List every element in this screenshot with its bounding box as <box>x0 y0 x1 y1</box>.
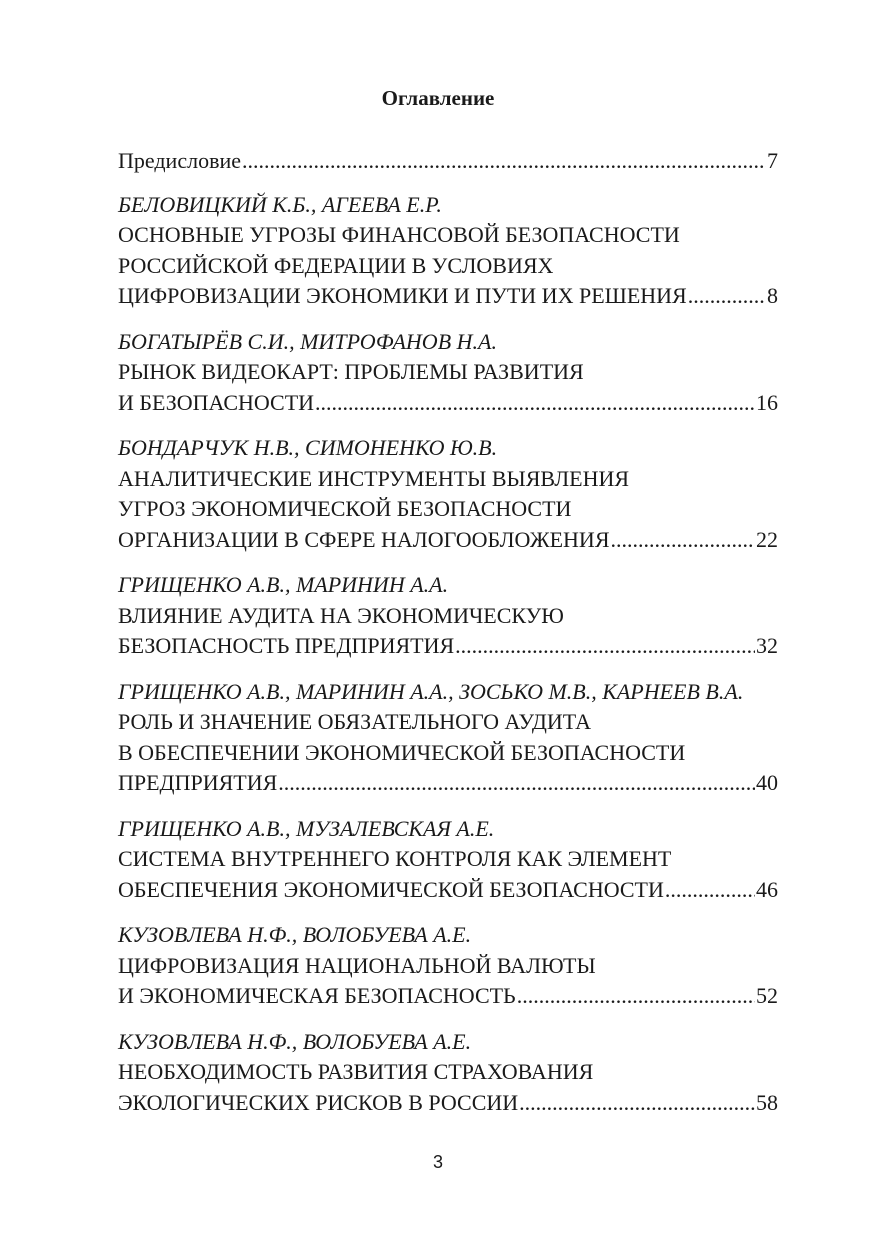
dot-leader <box>517 981 755 1012</box>
toc-entry-title-line: БЕЗОПАСНОСТЬ ПРЕДПРИЯТИЯ <box>118 633 455 658</box>
toc-entry-title-line: И ЭКОНОМИЧЕСКАЯ БЕЗОПАСНОСТЬ <box>118 983 516 1008</box>
toc-entry-last-line <box>118 1088 778 1119</box>
toc-entry[interactable] <box>118 920 778 1012</box>
toc-page-number: 58 <box>756 1089 778 1115</box>
toc-entry[interactable] <box>118 570 778 662</box>
toc-entry-last-line <box>118 768 778 799</box>
toc-entry-authors: ГРИЩЕНКО А.В., МУЗАЛЕВСКАЯ А.Е. <box>118 815 495 841</box>
page-number: 3 <box>432 1152 443 1172</box>
toc-entry-authors: КУЗОВЛЕВА Н.Ф., ВОЛОБУЕВА А.Е. <box>118 922 472 947</box>
table-of-contents <box>118 146 778 1133</box>
toc-page-number: 32 <box>756 633 778 658</box>
toc-page-number: 46 <box>756 876 778 902</box>
page-title: Оглавление <box>381 86 495 110</box>
toc-entries <box>118 190 778 1119</box>
toc-entry-title-line: ЦИФРОВИЗАЦИЯ НАЦИОНАЛЬНОЙ ВАЛЮТЫ <box>118 952 596 978</box>
toc-entry-last-line <box>118 981 778 1012</box>
toc-entry[interactable] <box>118 1027 778 1119</box>
dot-leader <box>665 875 755 906</box>
toc-page-number: 8 <box>767 283 778 308</box>
toc-preface[interactable] <box>118 146 778 177</box>
toc-entry-title-line: АНАЛИТИЧЕСКИЕ ИНСТРУМЕНТЫ ВЫЯВЛЕНИЯ <box>118 465 630 491</box>
toc-entry-title-line: ОБЕСПЕЧЕНИЯ ЭКОНОМИЧЕСКОЙ БЕЗОПАСНОСТИ <box>118 876 664 902</box>
toc-entry-title-line: РОЛЬ И ЗНАЧЕНИЕ ОБЯЗАТЕЛЬНОГО АУДИТА <box>118 709 591 734</box>
toc-entry-title-line: ПРЕДПРИЯТИЯ <box>118 770 278 795</box>
toc-entry[interactable] <box>118 327 778 419</box>
toc-entry-last-line <box>118 388 778 419</box>
toc-entry-title-line: СИСТЕМА ВНУТРЕННЕГО КОНТРОЛЯ КАК ЭЛЕМЕНТ <box>118 846 672 871</box>
toc-entry[interactable] <box>118 677 778 799</box>
dot-leader <box>688 281 766 312</box>
dot-leader <box>519 1088 755 1119</box>
toc-page-number: 22 <box>756 526 778 552</box>
toc-entry-last-line <box>118 281 778 312</box>
toc-entry-title-line: РЫНОК ВИДЕОКАРТ: ПРОБЛЕМЫ РАЗВИТИЯ <box>118 359 584 384</box>
toc-entry-authors: БОГАТЫРЁВ С.И., МИТРОФАНОВ Н.А. <box>118 328 497 354</box>
toc-entry-authors: КУЗОВЛЕВА Н.Ф., ВОЛОБУЕВА А.Е. <box>118 1028 472 1054</box>
toc-entry[interactable] <box>118 814 778 906</box>
toc-page-number: 16 <box>756 389 778 415</box>
toc-entry-last-line <box>118 631 778 662</box>
toc-page-number: 52 <box>756 983 778 1008</box>
toc-entry-title-line: ЭКОЛОГИЧЕСКИХ РИСКОВ В РОССИИ <box>118 1089 519 1115</box>
dot-leader <box>278 768 755 799</box>
toc-page-number: 7 <box>767 148 778 173</box>
dot-leader <box>611 525 756 556</box>
toc-entry-title-line: ОСНОВНЫЕ УГРОЗЫ ФИНАНСОВОЙ БЕЗОПАСНОСТИ <box>118 222 680 247</box>
toc-entry-last-line <box>118 525 778 556</box>
toc-entry-last-line <box>118 875 778 906</box>
toc-page-number: 40 <box>756 770 778 795</box>
toc-entry-title-line: В ОБЕСПЕЧЕНИИ ЭКОНОМИЧЕСКОЙ БЕЗОПАСНОСТИ <box>118 739 686 765</box>
toc-entry[interactable] <box>118 190 778 312</box>
toc-entry-title-line: ЦИФРОВИЗАЦИИ ЭКОНОМИКИ И ПУТИ ИХ РЕШЕНИЯ <box>118 283 687 308</box>
toc-preface-label: Предисловие <box>118 148 241 173</box>
toc-entry-title-line: И БЕЗОПАСНОСТИ <box>118 389 315 415</box>
toc-entry-authors: БЕЛОВИЦКИЙ К.Б., АГЕЕВА Е.Р. <box>118 191 442 217</box>
toc-entry-title-line: НЕОБХОДИМОСТЬ РАЗВИТИЯ СТРАХОВАНИЯ <box>118 1059 594 1084</box>
dot-leader <box>455 631 755 662</box>
toc-entry-authors: БОНДАРЧУК Н.В., СИМОНЕНКО Ю.В. <box>118 435 498 460</box>
toc-entry-title-line: ОРГАНИЗАЦИИ В СФЕРЕ НАЛОГООБЛОЖЕНИЯ <box>118 526 610 552</box>
dot-leader <box>315 388 755 419</box>
dot-leader <box>242 146 766 177</box>
toc-entry-title-line: УГРОЗ ЭКОНОМИЧЕСКОЙ БЕЗОПАСНОСТИ <box>118 496 572 521</box>
toc-entry-title-line: РОССИЙСКОЙ ФЕДЕРАЦИИ В УСЛОВИЯХ <box>118 252 554 278</box>
toc-entry-authors: ГРИЩЕНКО А.В., МАРИНИН А.А. <box>118 572 449 597</box>
toc-entry-authors: ГРИЩЕНКО А.В., МАРИНИН А.А., ЗОСЬКО М.В., КАРНЕЕВ В.А. <box>118 678 744 704</box>
toc-entry-title-line: ВЛИЯНИЕ АУДИТА НА ЭКОНОМИЧЕСКУЮ <box>118 602 564 628</box>
toc-entry[interactable] <box>118 433 778 555</box>
